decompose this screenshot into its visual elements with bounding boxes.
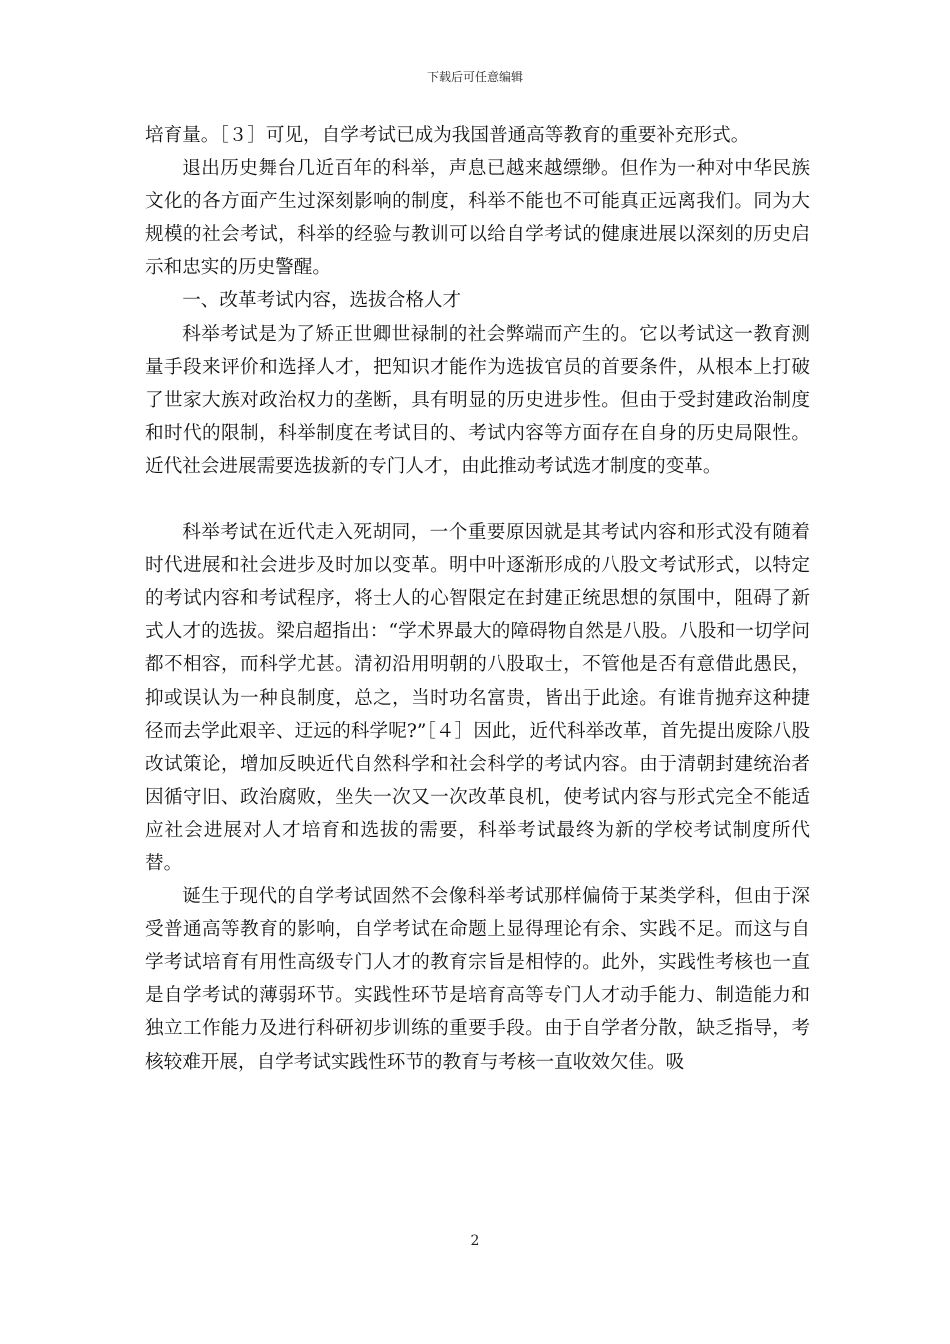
blank-line <box>145 483 810 516</box>
section-heading: 一、改革考试内容，选拔合格人才 <box>182 290 462 312</box>
paragraph: 科举考试是为了矫正世卿世禄制的社会弊端而产生的。它以考试这一教育测量手段来评价和选择人才，把知识才能作为选拔官员的首要条件，从根本上打破了世家大族对政治权力的垄断，具有明显的历史进步性。但由于受封建政治制度和时代的限制，科举制度在考试目的、考试内容等方面存在自身的历史局限性。近代社会进展需要选拔新的专门人才，由此推动考试选才制度的变革。 <box>145 323 810 477</box>
paragraph: 科举考试在近代走入死胡同，一个重要原因就是其考试内容和形式没有随着时代进展和社会进步及时加以变革。明中叶逐渐形成的八股文考试形式，以特定的考试内容和考试程序，将士人的心智限定在封建正统思想的氛围中，阻碍了新式人才的选拔。梁启超指出：“学术界最大的障碍物自然是八股。八股和一切学问都不相容，而科学尤甚。清初沿用明朝的八股取士，不管他是否有意借此愚民，抑或误认为一种良制度，总之，当时功名富贵，皆出于此途。有谁肯抛弃这种捷径而去学此艰辛、迂远的科学呢?”［４］因此，近代科举改革，首先提出废除八股改试策论，增加反映近代自然科学和社会科学的考试内容。由于清朝封建统治者因循守旧、政治腐败，坐失一次又一次改革良机，使考试内容与形式完全不能适应社会进展对人才培育和选拔的需要，科举考试最终为新的学校考试制度所代替。 <box>145 522 810 874</box>
paragraph: 诞生于现代的自学考试固然不会像科举考试那样偏倚于某类学科，但由于深受普通高等教育的影响，自学考试在命题上显得理论有余、实践不足。而这与自学考试培育有用性高级专门人才的教育宗旨是相悖的。此外，实践性考核也一直是自学考试的薄弱环节。实践性环节是培育高等专门人才动手能力、制造能力和独立工作能力及进行科研初步训练的重要手段。由于自学者分散，缺乏指导，考核较难开展，自学考试实践性环节的教育与考核一直收效欠佳。吸 <box>145 886 810 1073</box>
page-number: 2 <box>470 1233 480 1249</box>
paragraph-continuation: 培育量。［３］可见，自学考试已成为我国普通高等教育的重要补充形式。 <box>145 125 750 146</box>
paragraph: 退出历史舞台几近百年的科举，声息已越来越缥缈。但作为一种对中华民族文化的各方面产生过深刻影响的制度，科举不能也不可能真正远离我们。同为大规模的社会考试，科举的经验与教训可以给自学考试的健康进展以深刻的历史启示和忠实的历史警醒。 <box>145 158 810 279</box>
page-header: 下载后可任意编辑 <box>426 70 523 84</box>
document-body <box>145 119 810 1079</box>
